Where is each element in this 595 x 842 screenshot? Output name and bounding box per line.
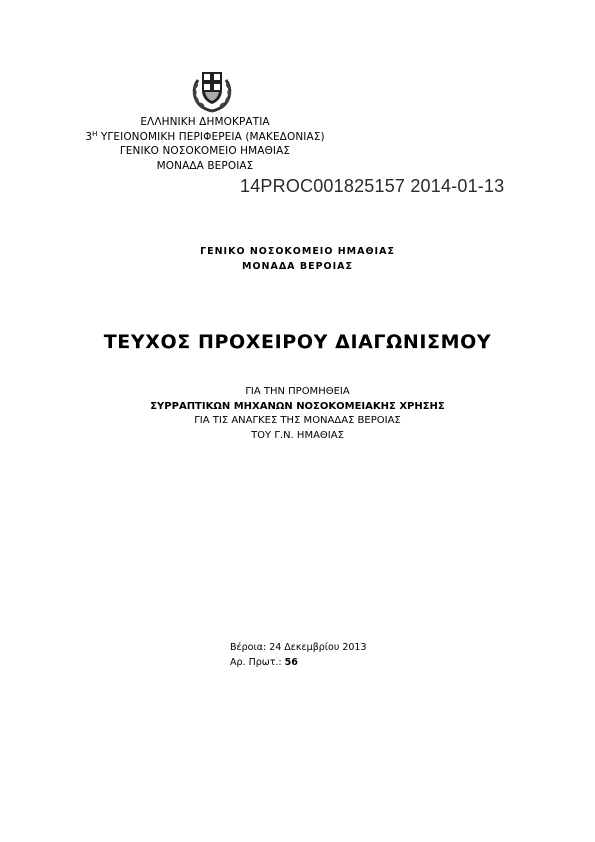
date-block xyxy=(230,641,367,670)
hospital-name: ΓΕΝΙΚΟ ΝΟΣΟΚΟΜΕΙΟ ΗΜΑΘΙΑΣ xyxy=(119,145,291,157)
region-superscript: Η xyxy=(92,129,98,138)
health-region xyxy=(40,130,370,145)
subject-line3: ΓΙΑ ΤΙΣ ΑΝΑΓΚΕΣ ΤΗΣ ΜΟΝΑΔΑΣ ΒΕΡΟΙΑΣ xyxy=(194,415,401,426)
protocol-label: Αρ. Πρωτ.: xyxy=(230,656,282,668)
document-title: ΤΕΥΧΟΣ ΠΡΟΧΕΙΡΟΥ ΔΙΑΓΩΝΙΣΜΟΥ xyxy=(103,331,492,353)
country-name: ΕΛΛΗΝΙΚΗ ΔΗΜΟΚΡΑΤΙΑ xyxy=(140,116,270,128)
protocol-line xyxy=(230,656,367,671)
subject-line2: ΣΥΡΡΑΠΤΙΚΩΝ ΜΗΧΑΝΩΝ ΝΟΣΟΚΟΜΕΙΑΚΗΣ ΧΡΗΣΗΣ xyxy=(150,400,445,412)
greek-coat-of-arms-icon xyxy=(188,66,236,114)
region-number: 3 xyxy=(85,130,93,143)
hospital-block-line2: ΜΟΝΑΔΑ ΒΕΡΟΙΑΣ xyxy=(242,260,353,272)
procurement-reference: 14PROC001825157 2014-01-13 xyxy=(240,176,505,196)
issuer-header xyxy=(40,115,370,173)
subject-line4: ΤΟΥ Γ.Ν. ΗΜΑΘΙΑΣ xyxy=(251,429,344,441)
document-date: Βέροια: 24 Δεκεμβρίου 2013 xyxy=(230,642,367,653)
subject-block xyxy=(0,385,595,443)
hospital-block xyxy=(0,245,595,274)
hospital-block-line1: ΓΕΝΙΚΟ ΝΟΣΟΚΟΜΕΙΟ ΗΜΑΘΙΑΣ xyxy=(200,246,395,257)
unit-name: ΜΟΝΑΔΑ ΒΕΡΟΙΑΣ xyxy=(156,159,254,172)
subject-line1: ΓΙΑ ΤΗΝ ΠΡΟΜΗΘΕΙΑ xyxy=(245,386,350,397)
region-name: ΥΓΕΙΟΝΟΜΙΚΗ ΠΕΡΙΦΕΡΕΙΑ (ΜΑΚΕΔΟΝΙΑΣ) xyxy=(100,130,325,143)
protocol-number: 56 xyxy=(284,656,298,668)
